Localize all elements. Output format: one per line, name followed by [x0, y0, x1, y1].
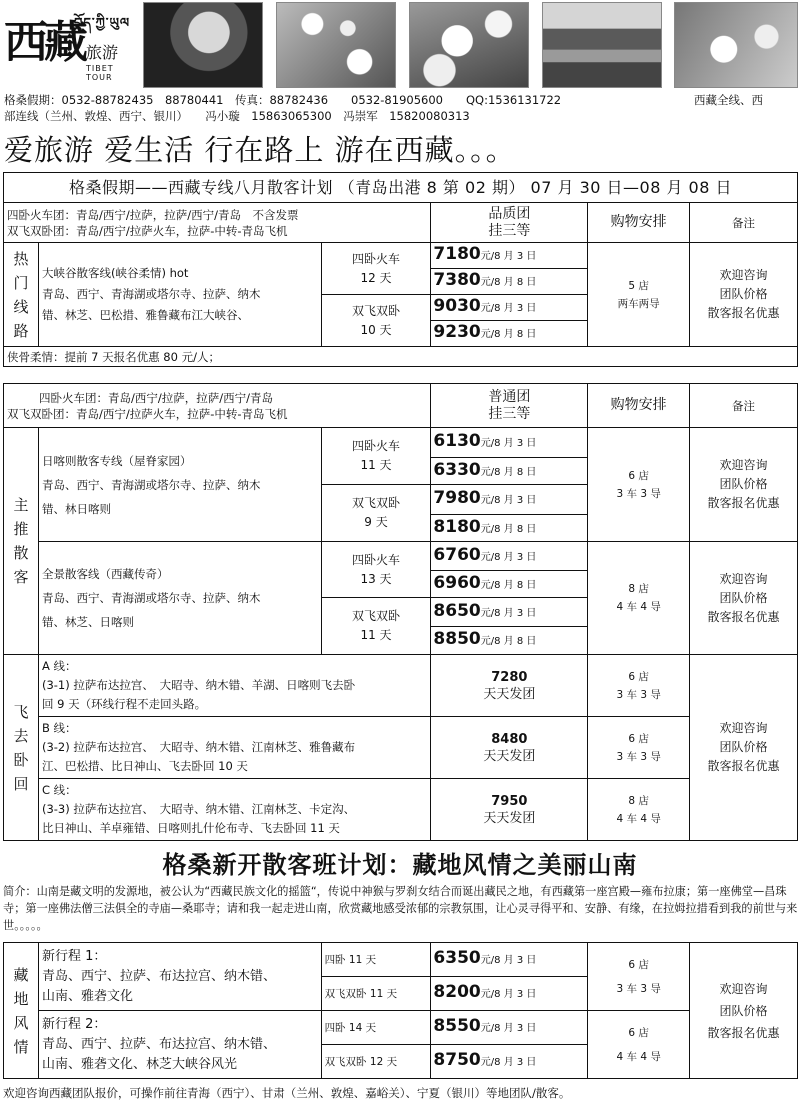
s3-a-price: 7280 天天发团: [431, 655, 588, 717]
s4-route-1: 新行程 1： 青岛、西宁、拉萨、布达拉宫、纳木错、 山南、雅砻文化: [38, 943, 321, 1011]
s2-r1-note: 欢迎咨询 团队价格 散客报名优惠: [690, 428, 798, 542]
s1-price-3: 9030元/8 月 3 日: [431, 295, 588, 321]
s3-b-price: 8480 天天发团: [431, 717, 588, 779]
s4-n1-transport-1: 四卧 11 天: [321, 943, 431, 977]
table-main-routes: [3, 383, 798, 655]
logo-tibetan-text: བོད་ཀྱི་ཡུལ: [74, 16, 131, 31]
s2-r2-note: 欢迎咨询 团队价格 散客报名优惠: [690, 542, 798, 655]
s1-price-2: 7380元/8 月 8 日: [431, 269, 588, 295]
slogan: 爱旅游 爱生活 行在路上 游在西藏。。。: [4, 133, 516, 167]
contact-line-2: 部连线（兰州、敦煌、西宁、银川） 冯小璇 15863065300 冯崇军 15820080313: [4, 109, 470, 123]
s4-note: 欢迎咨询 团队价格 散客报名优惠: [690, 943, 798, 1079]
logo-main-text: 西藏: [4, 17, 84, 68]
s3-line-b: B 线： (3-2) 拉萨布达拉宫、 大昭寺、纳木错、江南林芝、雅鲁藏布 江、巴松措、比日神山、飞去卧回 10 天: [38, 717, 430, 779]
photo-blossom: [276, 2, 396, 88]
s2-r2-price-2: 6960元/8 月 8 日: [431, 571, 588, 598]
s2-route-2: 全景散客线（西藏传奇） 青岛、西宁、青海湖或塔尔寺、拉萨、纳木 错、林芝、日喀则: [38, 542, 321, 655]
plan-title: 格桑假期——西藏专线八月散客计划 （青岛出港 8 第 02 期） 07 月 30 日—08 月 08 日: [4, 173, 798, 203]
promo-line: 侠骨柔情：提前 7 天报名优惠 80 元/人；: [4, 347, 798, 367]
s2-r2-price-4: 8850元/8 月 8 日: [431, 627, 588, 655]
s4-n2-transport-2: 双飞双卧 12 天: [321, 1045, 431, 1079]
logo: [4, 6, 136, 86]
s4-n1-price-2: 8200元/8 月 3 日: [431, 977, 588, 1011]
s1-price-4: 9230元/8 月 8 日: [431, 321, 588, 347]
logo-en-text: TIBET TOUR: [86, 64, 114, 82]
s2-header-shop: 购物安排: [588, 384, 690, 428]
s3-b-shop: 6 店 3 车 3 导: [588, 717, 690, 779]
s2-route-1: 日喀则散客专线（屋脊家园） 青岛、西宁、青海湖或塔尔寺、拉萨、纳木 错、林日喀则: [38, 428, 321, 542]
s4-n2-transport-1: 四卧 14 天: [321, 1011, 431, 1045]
photo-peach-blossom: [674, 2, 798, 88]
s3-c-price: 7950 天天发团: [431, 779, 588, 841]
s3-line-c: C 线： (3-3) 拉萨布达拉宫、 大昭寺、纳木错、江南林芝、卡定沟、 比日神山、羊卓雍错、日喀则扎什伦布寺、飞去卧回 11 天: [38, 779, 430, 841]
s2-header-grade: 普通团 挂三等: [431, 384, 588, 428]
s1-transport-1: 四卧火车 12 天: [321, 243, 431, 295]
footer-note: 欢迎咨询西藏团队报价，可操作前往青海（西宁）、甘肃（兰州、敦煌、嘉峪关）、宁夏（银川）等地团队/散客。: [3, 1086, 571, 1100]
s2-r2-price-3: 8650元/8 月 3 日: [431, 598, 588, 627]
s2-r1-price-1: 6130元/8 月 3 日: [431, 428, 588, 458]
s1-route: 大峡谷散客线(峡谷柔情) hot 青岛、西宁、青海湖或塔尔寺、拉萨、纳木 错、林芝、巴松措、雅鲁藏布江大峡谷、: [38, 243, 321, 347]
s3-label: 飞 去 卧 回: [4, 655, 39, 841]
s2-r1-price-4: 8180元/8 月 8 日: [431, 515, 588, 542]
s2-r1-shop: 6 店 3 车 3 导: [588, 428, 690, 542]
s4-n2-shop: 6 店 4 车 4 导: [588, 1011, 690, 1079]
section2-title: 格桑新开散客班计划：藏地风情之美丽山南: [162, 851, 638, 879]
s2-r1-price-2: 6330元/8 月 8 日: [431, 458, 588, 485]
s2-r1-transport-1: 四卧火车 11 天: [321, 428, 431, 485]
s4-n1-transport-2: 双飞双卧 11 天: [321, 977, 431, 1011]
contact-line-1: 格桑假期：0532-88782435 88780441 传真：88782436 0532-81905600 QQ:1536131722: [4, 93, 562, 107]
s4-n1-price-1: 6350元/8 月 3 日: [431, 943, 588, 977]
photo-landscape: [542, 2, 662, 88]
s2-r2-transport-1: 四卧火车 13 天: [321, 542, 431, 598]
s2-r1-transport-2: 双飞双卧 9 天: [321, 485, 431, 542]
s1-note: 欢迎咨询 团队价格 散客报名优惠: [690, 243, 798, 347]
s2-header-left: 四卧火车团：青岛/西宁/拉萨，拉萨/西宁/青岛 双飞双卧团：青岛/西宁/拉萨火车，拉萨-中转-青岛飞机: [4, 384, 431, 428]
s3-note: 欢迎咨询 团队价格 散客报名优惠: [690, 655, 798, 841]
table-shannan-routes: [3, 942, 798, 1079]
s1-transport-2: 双飞双卧 10 天: [321, 295, 431, 347]
s3-line-a: A 线： (3-1) 拉萨布达拉宫、 大昭寺、纳木错、羊湖、日喀则飞去卧 回 9 天（环线行程不走回头路。: [38, 655, 430, 717]
s4-n1-shop: 6 店 3 车 3 导: [588, 943, 690, 1011]
section2-intro: 简介：山南是藏文明的发源地，被公认为“西藏民族文化的摇篮“，传说中神猴与罗刹女结合而诞出藏民之地，有西藏第一座宫殿—雍布拉康；第一座佛堂—昌珠寺；第一座佛法僧三法俱全的寺庙—桑耶寺；请和我一起走进山南，欣赏藏地感受浓郁的宗教氛围，让心灵寻得平和、安静、有缘，在拉姆拉措看到我的前世与来世。。。。。: [3, 885, 798, 932]
logo-sub-text: 旅游: [86, 43, 119, 62]
s1-header-shop: 购物安排: [588, 203, 690, 243]
s1-price-1: 7180元/8 月 3 日: [431, 243, 588, 269]
s1-header-note: 备注: [690, 203, 798, 243]
s4-n2-price-1: 8550元/8 月 3 日: [431, 1011, 588, 1045]
photo-flowers: [409, 2, 529, 88]
s3-c-shop: 8 店 4 车 4 导: [588, 779, 690, 841]
s1-header-grade: 品质团 挂三等: [431, 203, 588, 243]
s2-r2-shop: 8 店 4 车 4 导: [588, 542, 690, 655]
table-hot-routes: [3, 172, 798, 367]
table-fly-routes: [3, 654, 798, 841]
s2-label: 主 推 散 客: [4, 428, 39, 655]
s3-a-shop: 6 店 3 车 3 导: [588, 655, 690, 717]
s4-n2-price-2: 8750元/8 月 3 日: [431, 1045, 588, 1079]
s1-shop: 5 店 两车两导: [588, 243, 690, 347]
s4-route-2: 新行程 2： 青岛、西宁、拉萨、布达拉宫、纳木错、 山南、雅砻文化、林芝大峡谷风光: [38, 1011, 321, 1079]
s2-r2-transport-2: 双飞双卧 11 天: [321, 598, 431, 655]
s4-label: 藏 地 风 情: [4, 943, 39, 1079]
s1-header-left: 四卧火车团：青岛/西宁/拉萨，拉萨/西宁/青岛 不含发票 双飞双卧团：青岛/西宁/拉萨火车，拉萨-中转-青岛飞机: [4, 203, 431, 243]
s2-header-note: 备注: [690, 384, 798, 428]
photo-tree: [143, 2, 263, 88]
s2-r1-price-3: 7980元/8 月 3 日: [431, 485, 588, 515]
contact-line-1-right: 西藏全线、西: [694, 93, 763, 107]
s1-label: 热 门 线 路: [4, 243, 39, 347]
s2-r2-price-1: 6760元/8 月 3 日: [431, 542, 588, 571]
